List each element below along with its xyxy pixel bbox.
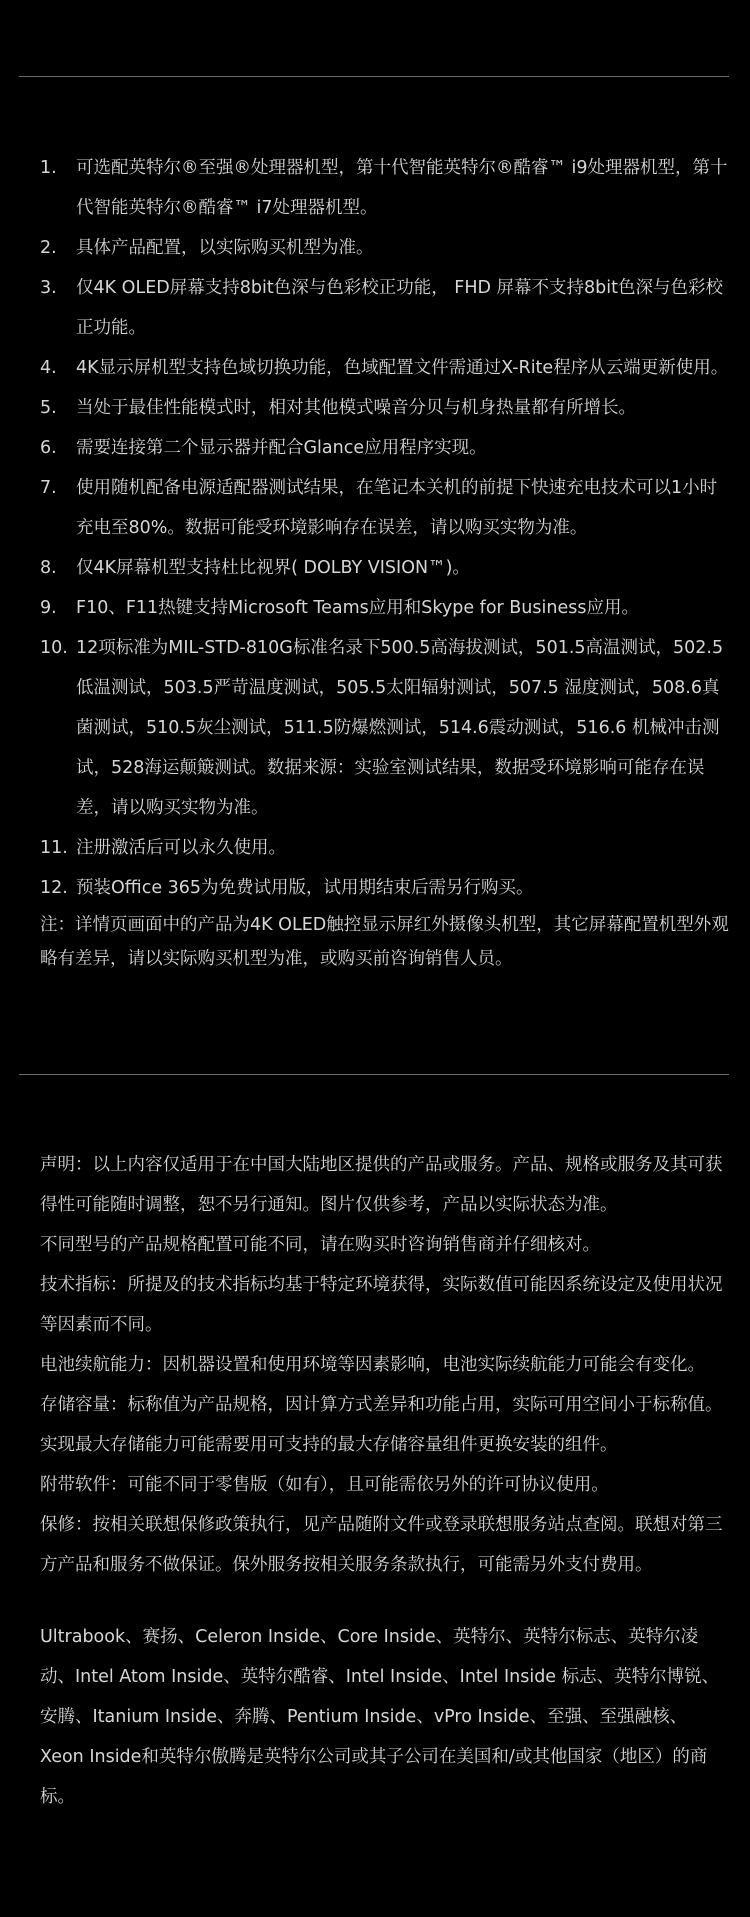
top-divider bbox=[19, 76, 729, 77]
list-item: 8. 仅4K屏幕机型支持杜比视界( DOLBY VISION™)。 bbox=[40, 558, 470, 578]
list-item: 9. F10、F11热键支持Microsoft Teams应用和Skype for Business应用。 bbox=[40, 598, 639, 618]
list-item: 12. 预装Office 365为免费试用版，试用期结束后需另行购买。 bbox=[40, 878, 534, 898]
list-item: 4. 4K显示屏机型支持色域切换功能，色域配置文件需通过X-Rite程序从云端更新使用。 bbox=[40, 358, 729, 378]
disclaimer-section bbox=[40, 1145, 732, 1585]
trademark-notice: Ultrabook、赛扬、Celeron Inside、Core Inside、英特尔、英特尔标志、英特尔凌动、Intel Atom Inside、英特尔酷睿、Intel Inside、Intel Inside 标志、英特尔博锐、安腾、Itanium Inside、奔腾、Pentium Inside、vPro Inside、至强、至强融核、Xeon Inside和英特尔傲腾是英特尔公司或其子公司在美国和/或其他国家（地区）的商标。 bbox=[40, 1627, 720, 1807]
disclaimer-paragraph: 声明：以上内容仅适用于在中国大陆地区提供的产品或服务。产品、规格或服务及其可获得性可能随时调整，恕不另行通知。图片仅供参考，产品以实际状态为准。 bbox=[40, 1155, 723, 1215]
list-item: 2. 具体产品配置，以实际购买机型为准。 bbox=[40, 238, 374, 258]
list-item: 6. 需要连接第二个显示器并配合Glance应用程序实现。 bbox=[40, 438, 487, 458]
middle-divider bbox=[19, 1074, 729, 1075]
footnote: 注：详情页画面中的产品为4K OLED触控显示屏红外摄像头机型，其它屏幕配置机型外观略有差异，请以实际购买机型为准，或购买前咨询销售人员。 bbox=[40, 915, 729, 969]
list-item: 10. 12项标准为MIL-STD-810G标准名录下500.5高海拔测试，501.5高温测试，502.5低温测试，503.5严苛温度测试，505.5太阳辐射测试，507.5 湿度测试，508.6真菌测试，510.5灰尘测试，511.5防爆燃测试，514.6震动测试，516.6 机械冲击测试，528海运颠簸测试。数据来源：实验室测试结果，数据受环境影响可能存在误差，请以购买实物为准。 bbox=[40, 638, 724, 818]
disclaimer-paragraph: 技术指标：所提及的技术指标均基于特定环境获得，实际数值可能因系统设定及使用状况等因素而不同。 bbox=[40, 1275, 723, 1335]
list-item: 1. 可选配英特尔®至强®处理器机型，第十代智能英特尔®酷睿™ i9处理器机型，第十代智能英特尔®酷睿™ i7处理器机型。 bbox=[40, 158, 728, 218]
disclaimer-paragraph: 存储容量：标称值为产品规格，因计算方式差异和功能占用，实际可用空间小于标称值。实现最大存储能力可能需要用可支持的最大存储容量组件更换安装的组件。 bbox=[40, 1395, 723, 1455]
list-item: 5. 当处于最佳性能模式时，相对其他模式噪音分贝与机身热量都有所增长。 bbox=[40, 398, 636, 418]
disclaimer-paragraph: 不同型号的产品规格配置可能不同，请在购买时咨询销售商并仔细核对。 bbox=[40, 1235, 600, 1255]
disclaimer-paragraph: 附带软件：可能不同于零售版（如有），且可能需依另外的许可协议使用。 bbox=[40, 1475, 609, 1495]
notes-list bbox=[40, 148, 730, 976]
list-item: 7. 使用随机配备电源适配器测试结果，在笔记本关机的前提下快速充电技术可以1小时充电至80%。数据可能受环境影响存在误差，请以购买实物为准。 bbox=[40, 478, 718, 538]
list-item: 11. 注册激活后可以永久使用。 bbox=[40, 838, 286, 858]
disclaimer-paragraph: 电池续航能力：因机器设置和使用环境等因素影响，电池实际续航能力可能会有变化。 bbox=[40, 1355, 705, 1375]
disclaimer-paragraph: 保修：按相关联想保修政策执行，见产品随附文件或登录联想服务站点查阅。联想对第三方产品和服务不做保证。保外服务按相关服务条款执行，可能需另外支付费用。 bbox=[40, 1515, 723, 1575]
list-item: 3. 仅4K OLED屏幕支持8bit色深与色彩校正功能， FHD 屏幕不支持8bit色深与色彩校正功能。 bbox=[40, 278, 723, 338]
